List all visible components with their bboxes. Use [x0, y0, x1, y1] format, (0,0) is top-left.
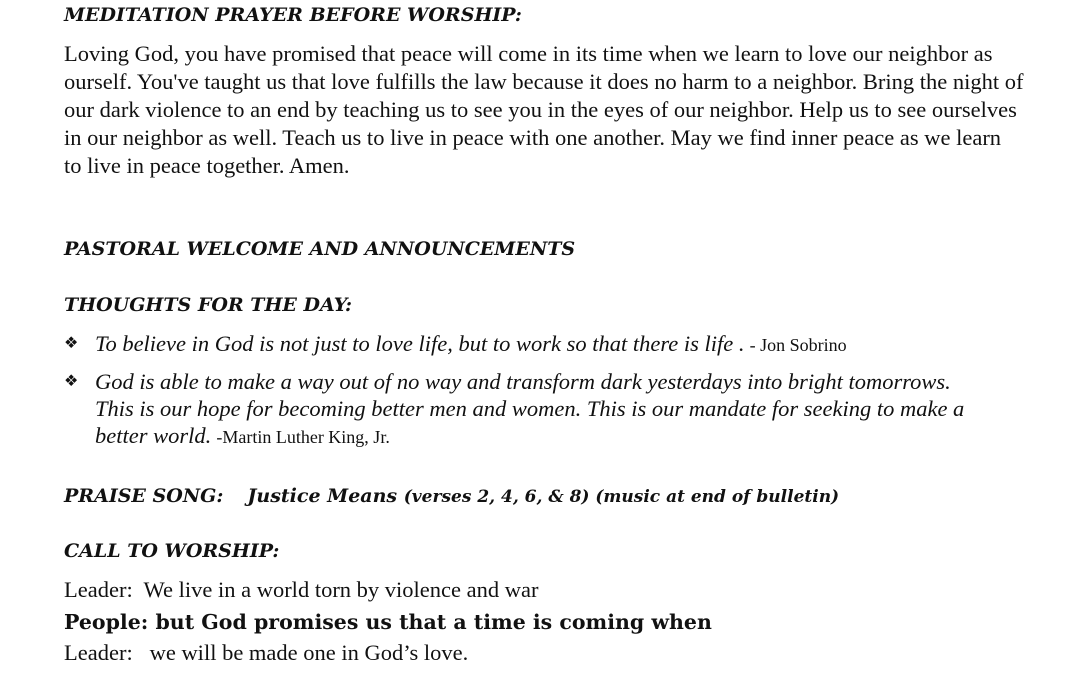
praise-song-label: PRAISE SONG:	[64, 485, 224, 507]
thoughts-heading: THOUGHTS FOR THE DAY:	[64, 294, 352, 316]
leader-line	[64, 576, 712, 604]
quote-attribution: - Jon Sobrino	[749, 335, 847, 355]
line-text: We live in a world torn by violence and war	[143, 577, 539, 602]
meditation-prayer-text: Loving God, you have promised that peace will come in its time when we learn to love our neighbor as ourself. You've taught us that love fulfills the law because it does no harm to a neighbor. Bring the night of our dark violence to an end by teaching us to see you in the eyes of our neighbor. Help us to see ourselves in our neighbor as well. Teach us to live in peace with one another. May we find inner peace as we learn to live in peace together. Amen.	[64, 41, 1024, 178]
line-text: but God promises us that a time is coming when	[155, 610, 712, 634]
diamond-bullet-icon: ❖	[64, 371, 79, 390]
speaker-label: People:	[64, 610, 149, 634]
diamond-bullet-icon: ❖	[64, 333, 79, 352]
list-item	[64, 330, 1024, 357]
meditation-heading	[64, 2, 522, 28]
call-to-worship-lines	[64, 576, 712, 667]
praise-song-title: Justice Means	[247, 485, 398, 507]
quote-text: To believe in God is not just to love life, but to work so that there is life .	[95, 331, 745, 356]
people-line	[64, 608, 712, 636]
speaker-label: Leader:	[64, 577, 133, 602]
praise-song-details: (verses 2, 4, 6, & 8) (music at end of bulletin)	[403, 487, 840, 507]
thoughts-list	[64, 330, 1024, 449]
quote-attribution: -Martin Luther King, Jr.	[216, 427, 390, 447]
pastoral-heading: PASTORAL WELCOME AND ANNOUNCEMENTS	[64, 238, 576, 260]
praise-song-line	[64, 483, 839, 510]
meditation-section	[64, 2, 522, 28]
meditation-heading-part1: MEDITATION	[64, 4, 209, 26]
list-item	[64, 368, 995, 449]
leader-line	[64, 639, 712, 667]
quote-text: God is able to make a way out of no way and transform dark yesterdays into bright tomorrows. This is our hope for becoming better men and women. This is our mandate for seeking to make a better world.	[95, 369, 965, 448]
line-text: we will be made one in God’s love.	[149, 640, 469, 665]
call-to-worship-heading: CALL TO WORSHIP:	[64, 540, 280, 562]
speaker-label: Leader:	[64, 640, 133, 665]
meditation-heading-part2: PRAYER BEFORE WORSHIP:	[215, 4, 522, 26]
